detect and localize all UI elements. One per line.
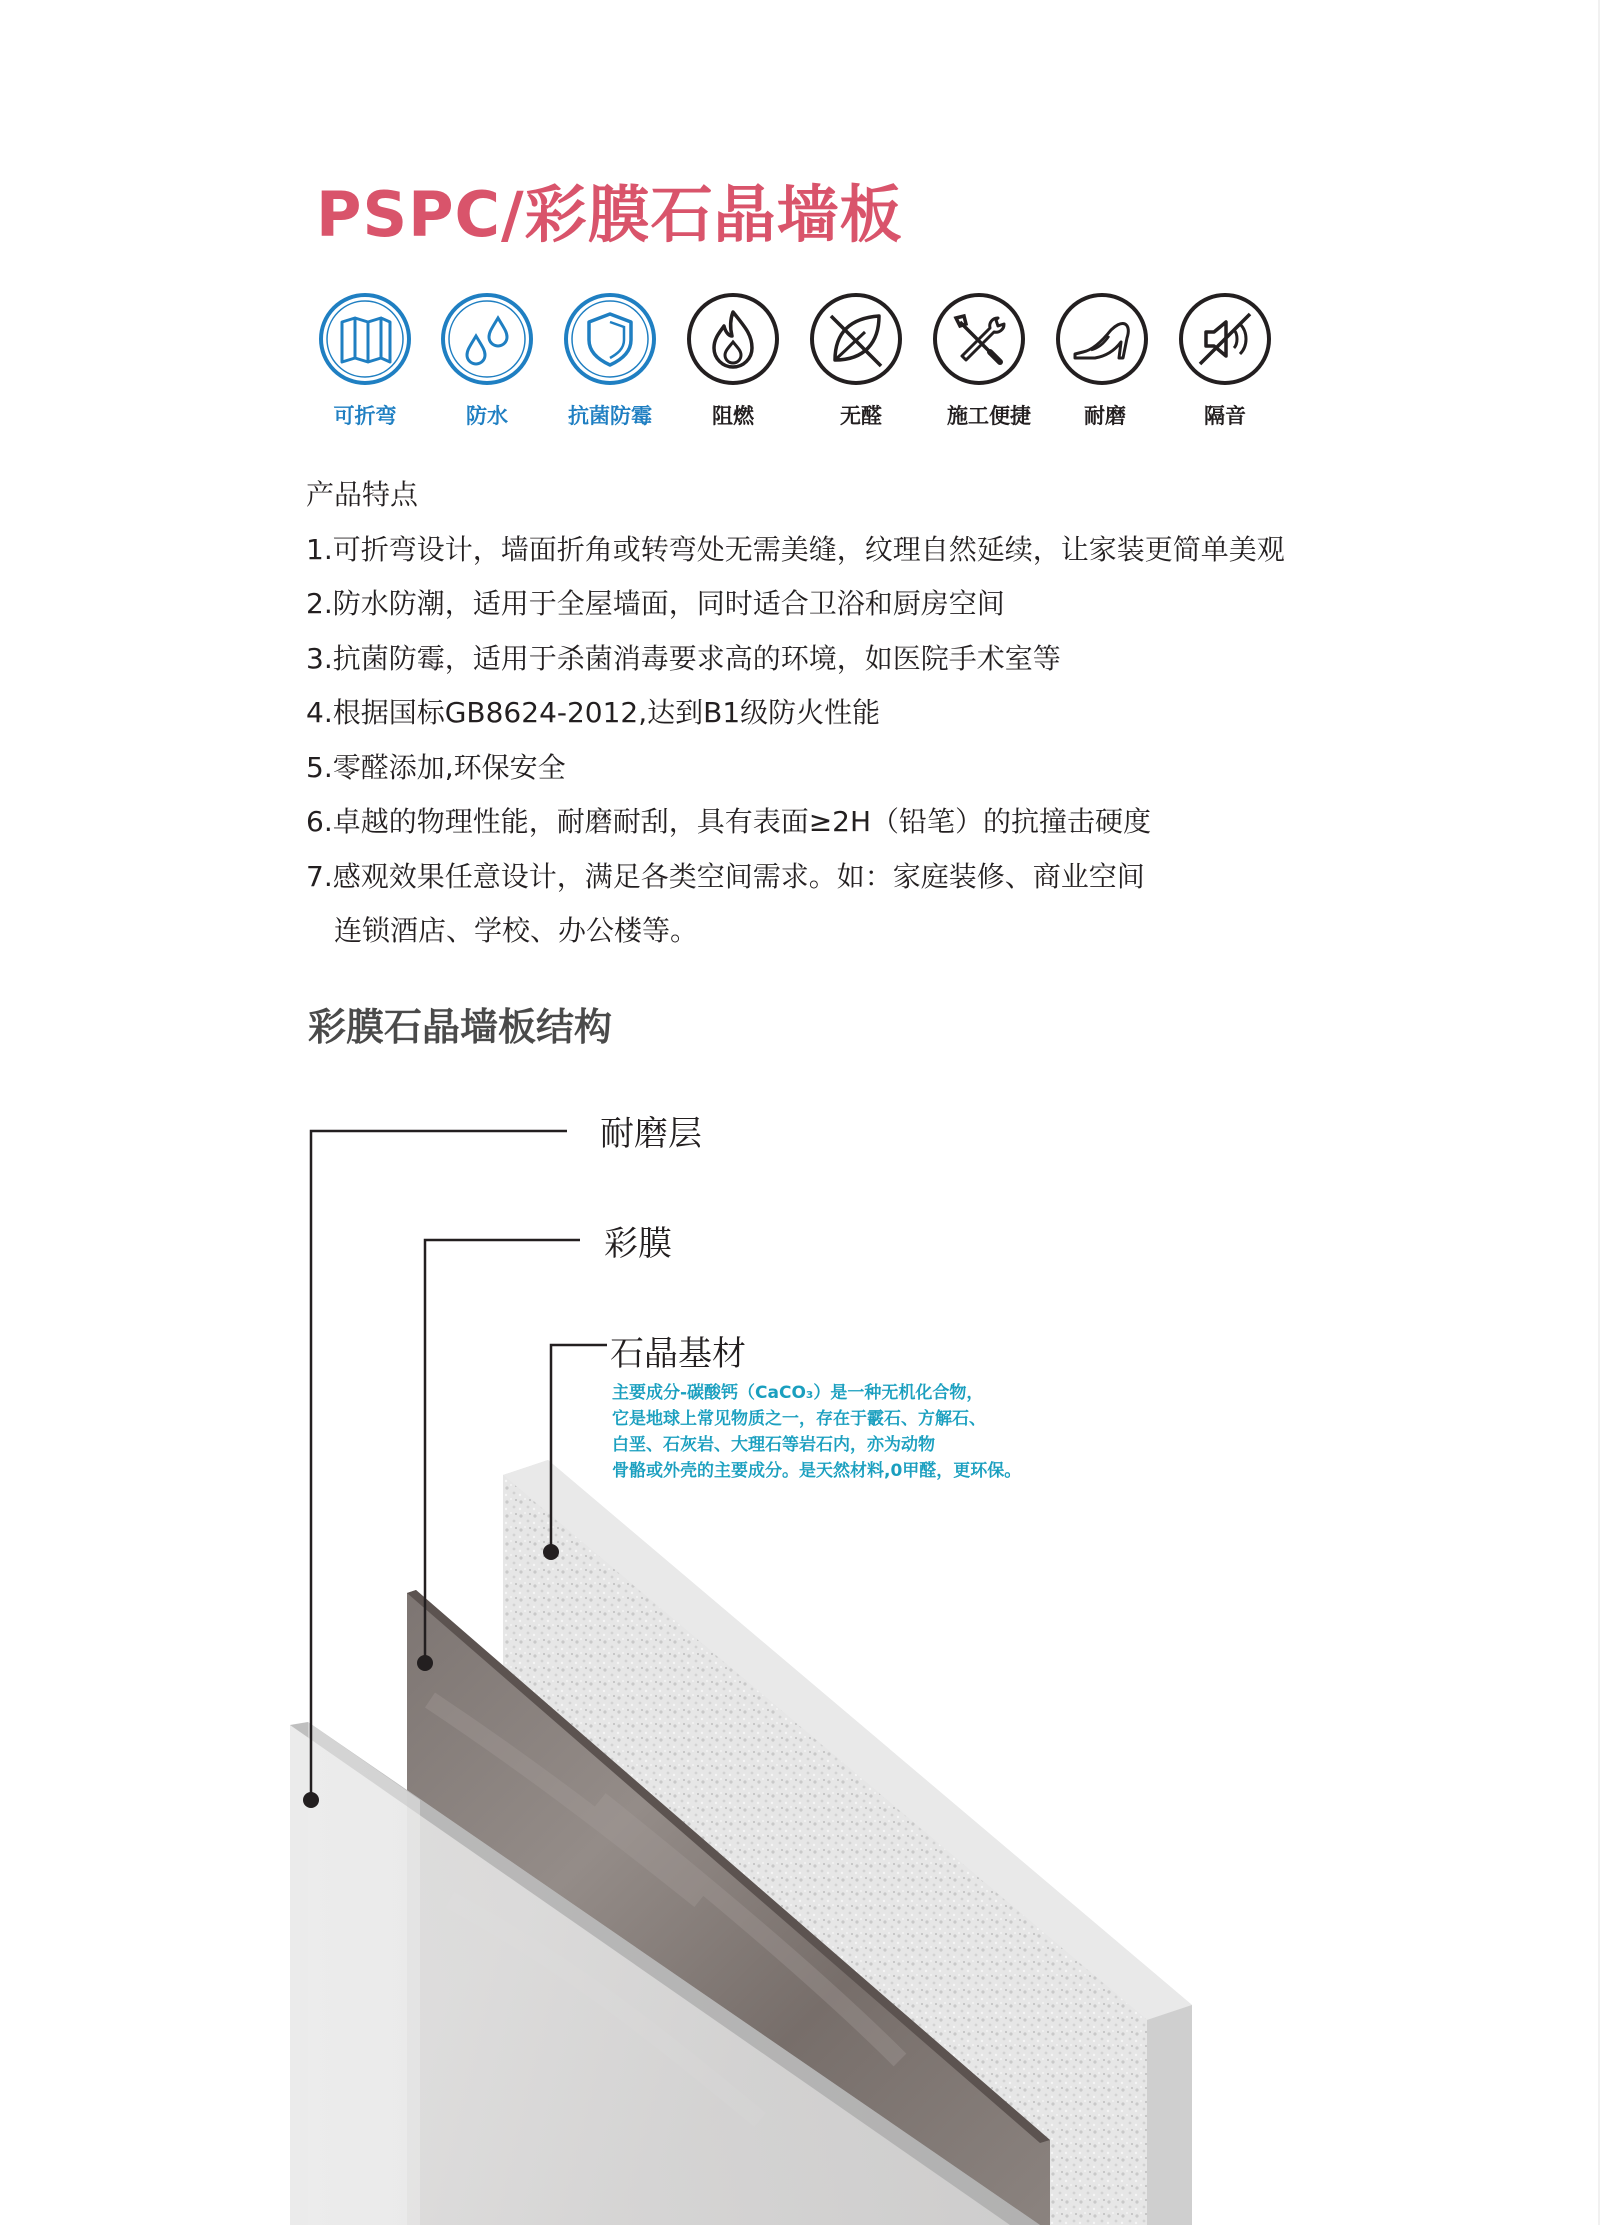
base-description-line: 它是地球上常见物质之一，存在于霰石、方解石、	[612, 1409, 986, 1429]
base-layer-marker	[543, 1544, 559, 1560]
formaldehyde-free-label: 无醛	[840, 404, 882, 428]
feature-item: 7.感观效果任意设计，满足各类空间需求。如：家庭装修、商业空间	[306, 859, 1145, 893]
film-layer-marker	[417, 1655, 433, 1671]
base-layer-label: 石晶基材	[610, 1334, 746, 1374]
feature-item: 6.卓越的物理性能，耐磨耐刮，具有表面≥2H（铅笔）的抗撞击硬度	[306, 805, 1152, 838]
base-description-line: 主要成分-碳酸钙（CaCO₃）是一种无机化合物，	[612, 1383, 984, 1403]
fold-label: 可折弯	[333, 404, 397, 428]
features-heading: 产品特点	[306, 478, 419, 511]
film-layer-label: 彩膜	[604, 1224, 672, 1264]
waterproof-label: 防水	[466, 404, 508, 428]
soundproof-label: 隔音	[1204, 404, 1246, 428]
feature-item: 4.根据国标GB8624-2012,达到B1级防火性能	[306, 696, 881, 729]
feature-item-continuation: 连锁酒店、学校、办公楼等。	[334, 914, 699, 947]
feature-item: 3.抗菌防霉，适用于杀菌消毒要求高的环境，如医院手术室等	[306, 641, 1061, 675]
base-description	[612, 1380, 1132, 1484]
base-description-line: 白垩、石灰岩、大理石等岩石内，亦为动物	[612, 1435, 935, 1455]
easy-install-label: 施工便捷	[947, 404, 1031, 428]
base-description-line: 骨骼或外壳的主要成分。是天然材料,0甲醛，更环保。	[612, 1461, 1022, 1481]
antibacterial-label: 抗菌防霉	[568, 404, 652, 428]
feature-item: 2.防水防潮，适用于全屋墙面，同时适合卫浴和厨房空间	[306, 587, 1005, 620]
flame-retardant-label: 阻燃	[712, 404, 754, 428]
page-title: PSPC/彩膜石晶墙板	[316, 178, 903, 251]
wear-layer-marker	[303, 1792, 319, 1808]
wear-resistant-label: 耐磨	[1084, 404, 1126, 428]
structure-title: 彩膜石晶墙板结构	[308, 1005, 613, 1049]
wear-layer-label: 耐磨层	[600, 1114, 702, 1154]
feature-item: 5.零醛添加,环保安全	[306, 750, 566, 784]
feature-item: 1.可折弯设计，墙面折角或转弯处无需美缝，纹理自然延续，让家装更简单美观	[306, 532, 1285, 566]
